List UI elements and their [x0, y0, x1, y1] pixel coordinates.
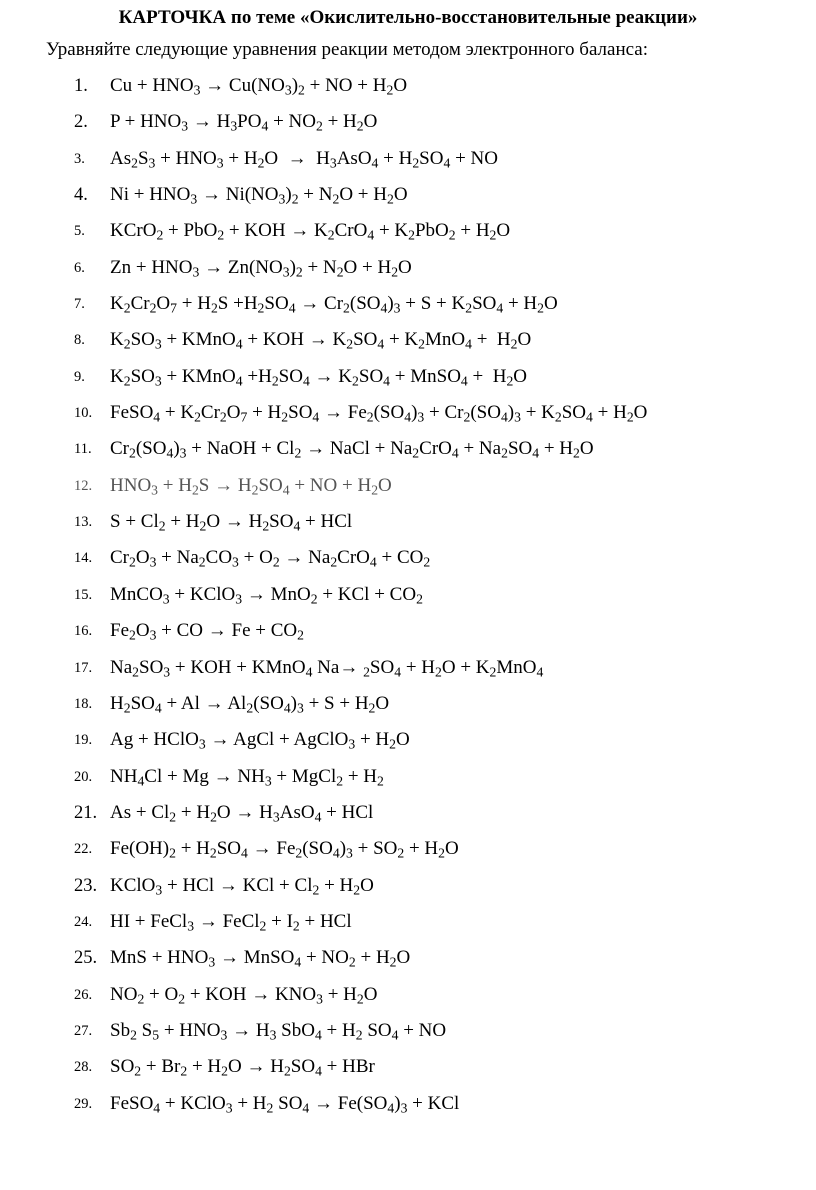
equation-number: 23.	[74, 875, 98, 896]
equation-number: 20.	[74, 768, 93, 785]
equation-text: $Sb_2$ $S_5 + HNO_3 \to H_3$ $SbO_4 + H_2$ $SO_4$ + NO	[110, 1019, 447, 1043]
equation-item	[0, 75, 800, 111]
equation-number: 6.	[74, 259, 85, 276]
equation-item	[0, 329, 800, 365]
equation-text: $Zn + HNO_3 \to Zn(NO_3)_2 + N_2O + H_2O$	[110, 256, 412, 280]
equation-item	[0, 766, 800, 802]
equation-item	[0, 148, 800, 184]
equation-text: $S + Cl_2 + H_2O \to H_2SO_4$ + HCl	[110, 511, 353, 534]
equation-number: 7.	[74, 296, 85, 313]
equation-item	[0, 1093, 800, 1129]
equation-item	[0, 802, 800, 838]
equation-text: $NH_4Cl + Mg \to NH_3$ + MgCl$_2$ + $H_2$	[110, 765, 384, 788]
equation-item	[0, 1056, 800, 1092]
equation-text: $K_2Cr_2O_7 + H_2S +H_2SO_4 \to Cr_2(SO_4)_3 + S + K_2SO_4 + H_2O$	[110, 293, 558, 316]
equation-text: $Na_2SO_3$ + KOH + KMnO$_4$ $Na\to _2SO_4 + H_2O + K_2MnO_4$	[110, 656, 544, 679]
equation-item	[0, 838, 800, 874]
equation-number: 13.	[74, 514, 93, 531]
equation-item	[0, 111, 800, 147]
equation-text: $Cr_2(SO_4)_3$ + NaOH + $Cl_2$ → NaCl + $Na_2CrO_4 + Na_2SO_4 + H_2O$	[110, 438, 594, 461]
equation-text: $Ni + HNO_3 \to Ni(NO_3)_2 + N_2O + H_2O$	[110, 184, 408, 207]
equation-item	[0, 438, 800, 474]
equation-text: KCrO$_2$ + PbO$_2$ + KOH → $K_2CrO_4 + K_2PbO_2 + H_2O$	[110, 220, 511, 243]
equation-number: 2.	[74, 112, 88, 133]
equation-number: 22.	[74, 841, 93, 858]
equation-number: 14.	[74, 550, 93, 567]
equation-item	[0, 947, 800, 983]
equation-text: $Cu + HNO_3 \to Cu(NO_3)_2$ + NO + $H_2O$	[110, 75, 408, 98]
equation-number: 1.	[74, 76, 88, 96]
equation-item	[0, 911, 800, 947]
equation-number: 16.	[74, 623, 93, 640]
equation-item	[0, 184, 800, 220]
equation-number: 12.	[74, 477, 93, 494]
equation-text: FeSO$_4$ + KClO$_3$ + $H_2$ $SO_4 \to Fe(SO_4)_3$ + KCl	[110, 1092, 460, 1116]
equation-number: 8.	[74, 332, 85, 349]
equation-item	[0, 511, 800, 547]
equation-number: 26.	[74, 986, 93, 1003]
card-title: КАРТОЧКА по теме «Окислительно-восстановительные реакции»	[118, 7, 698, 28]
equation-text: $HNO_3 + H_2S \to H_2SO_4$ + NO + $H_2O$	[110, 474, 392, 498]
equation-number: 4.	[74, 185, 88, 206]
equation-item	[0, 257, 800, 293]
equation-text: FeSO$_4$ + $K_2Cr_2O_7 + H_2SO_4 \to Fe_2(SO_4)_3 + Cr_2(SO_4)_3 + K_2SO_4 + H_2O$	[110, 402, 648, 425]
equation-number: 15.	[74, 586, 93, 603]
equation-item	[0, 220, 800, 256]
equation-item	[0, 620, 800, 656]
instruction-text: Уравняйте следующие уравнения реакции методом электронного баланса:	[46, 39, 649, 60]
equation-text: $As + Cl_2 + H_2O \to H_3AsO_4$ + HCl	[110, 801, 374, 825]
equation-item	[0, 475, 800, 511]
equation-text: KClO$_3$ + HCl → KCl + $Cl_2 + H_2O$	[110, 874, 374, 897]
equation-text: $As_2S_3 + HNO_3 + H_2O \to H_3AsO_4 + H_2SO_4$ + NO	[110, 147, 498, 171]
equation-item	[0, 366, 800, 402]
equation-number: 10.	[74, 405, 93, 422]
equation-item	[0, 1020, 800, 1056]
equation-number: 5.	[74, 223, 85, 240]
equation-item	[0, 875, 800, 911]
equation-number: 19.	[74, 732, 93, 749]
equation-number: 18.	[74, 695, 93, 712]
equation-text: $Fe_2O_3$ + CO → $Fe + CO_2$	[110, 620, 304, 643]
equation-text: HI + FeCl$_3$ → FeCl$_2$ + $I_2$ + HCl	[110, 910, 352, 934]
equation-number: 17.	[74, 659, 93, 676]
equation-number: 25.	[74, 948, 98, 969]
equation-item	[0, 293, 800, 329]
equation-number: 28.	[74, 1059, 93, 1076]
equation-text: $Fe(OH)_2 + H_2SO_4 \to Fe_2(SO_4)_3 + SO_2 + H_2O$	[110, 838, 459, 861]
equation-text: $NO_2 + O_2$ + KOH → $KNO_3 + H_2O$	[110, 983, 378, 1006]
equation-text: Ag + HClO$_3$ → AgCl + AgClO$_3$ + $H_2O$	[110, 729, 410, 752]
equation-number: 29.	[74, 1095, 93, 1112]
equation-item	[0, 547, 800, 583]
equation-item	[0, 402, 800, 438]
equation-text: MnCO$_3$ + KClO$_3$ → MnO$_2$ + KCl + $CO_2$	[110, 583, 423, 607]
equation-text: $H_2SO_4 + Al \to Al_2(SO_4)_3 + S + H_2O$	[110, 692, 390, 716]
equation-text: MnS + $HNO_3$ → MnSO$_4$ + $NO_2 + H_2O$	[110, 947, 411, 970]
equation-text: $Cr_2O_3 + Na_2CO_3 + O_2 \to Na_2CrO_4 + CO_2$	[110, 547, 431, 570]
equation-item	[0, 729, 800, 765]
equation-text: $P + HNO_3 \to H_3PO_4 + NO_2 + H_2O$	[110, 111, 378, 134]
equation-list	[0, 75, 800, 1129]
equation-number: 11.	[74, 441, 92, 458]
equation-item	[0, 584, 800, 620]
equation-text: $K_2SO_3$ + KMnO$_4$ + KOH → $K_2SO_4 + K_2MnO_4 + H_2O$	[110, 329, 532, 352]
equation-item	[0, 693, 800, 729]
equation-number: 27.	[74, 1022, 93, 1039]
equation-item	[0, 657, 800, 693]
equation-item	[0, 984, 800, 1020]
equation-number: 24.	[74, 913, 93, 930]
equation-number: 21.	[74, 802, 98, 823]
equation-number: 9.	[74, 368, 85, 385]
equation-text: $SO_2 + Br_2 + H_2O \to H_2SO_4$ + HBr	[110, 1056, 375, 1079]
equation-number: 3.	[74, 150, 85, 167]
equation-text: $K_2SO_3$ + KMnO$_4$ $+H_2SO_4 \to K_2SO_4$ + MnSO$_4$ + $H_2O$	[110, 365, 528, 389]
